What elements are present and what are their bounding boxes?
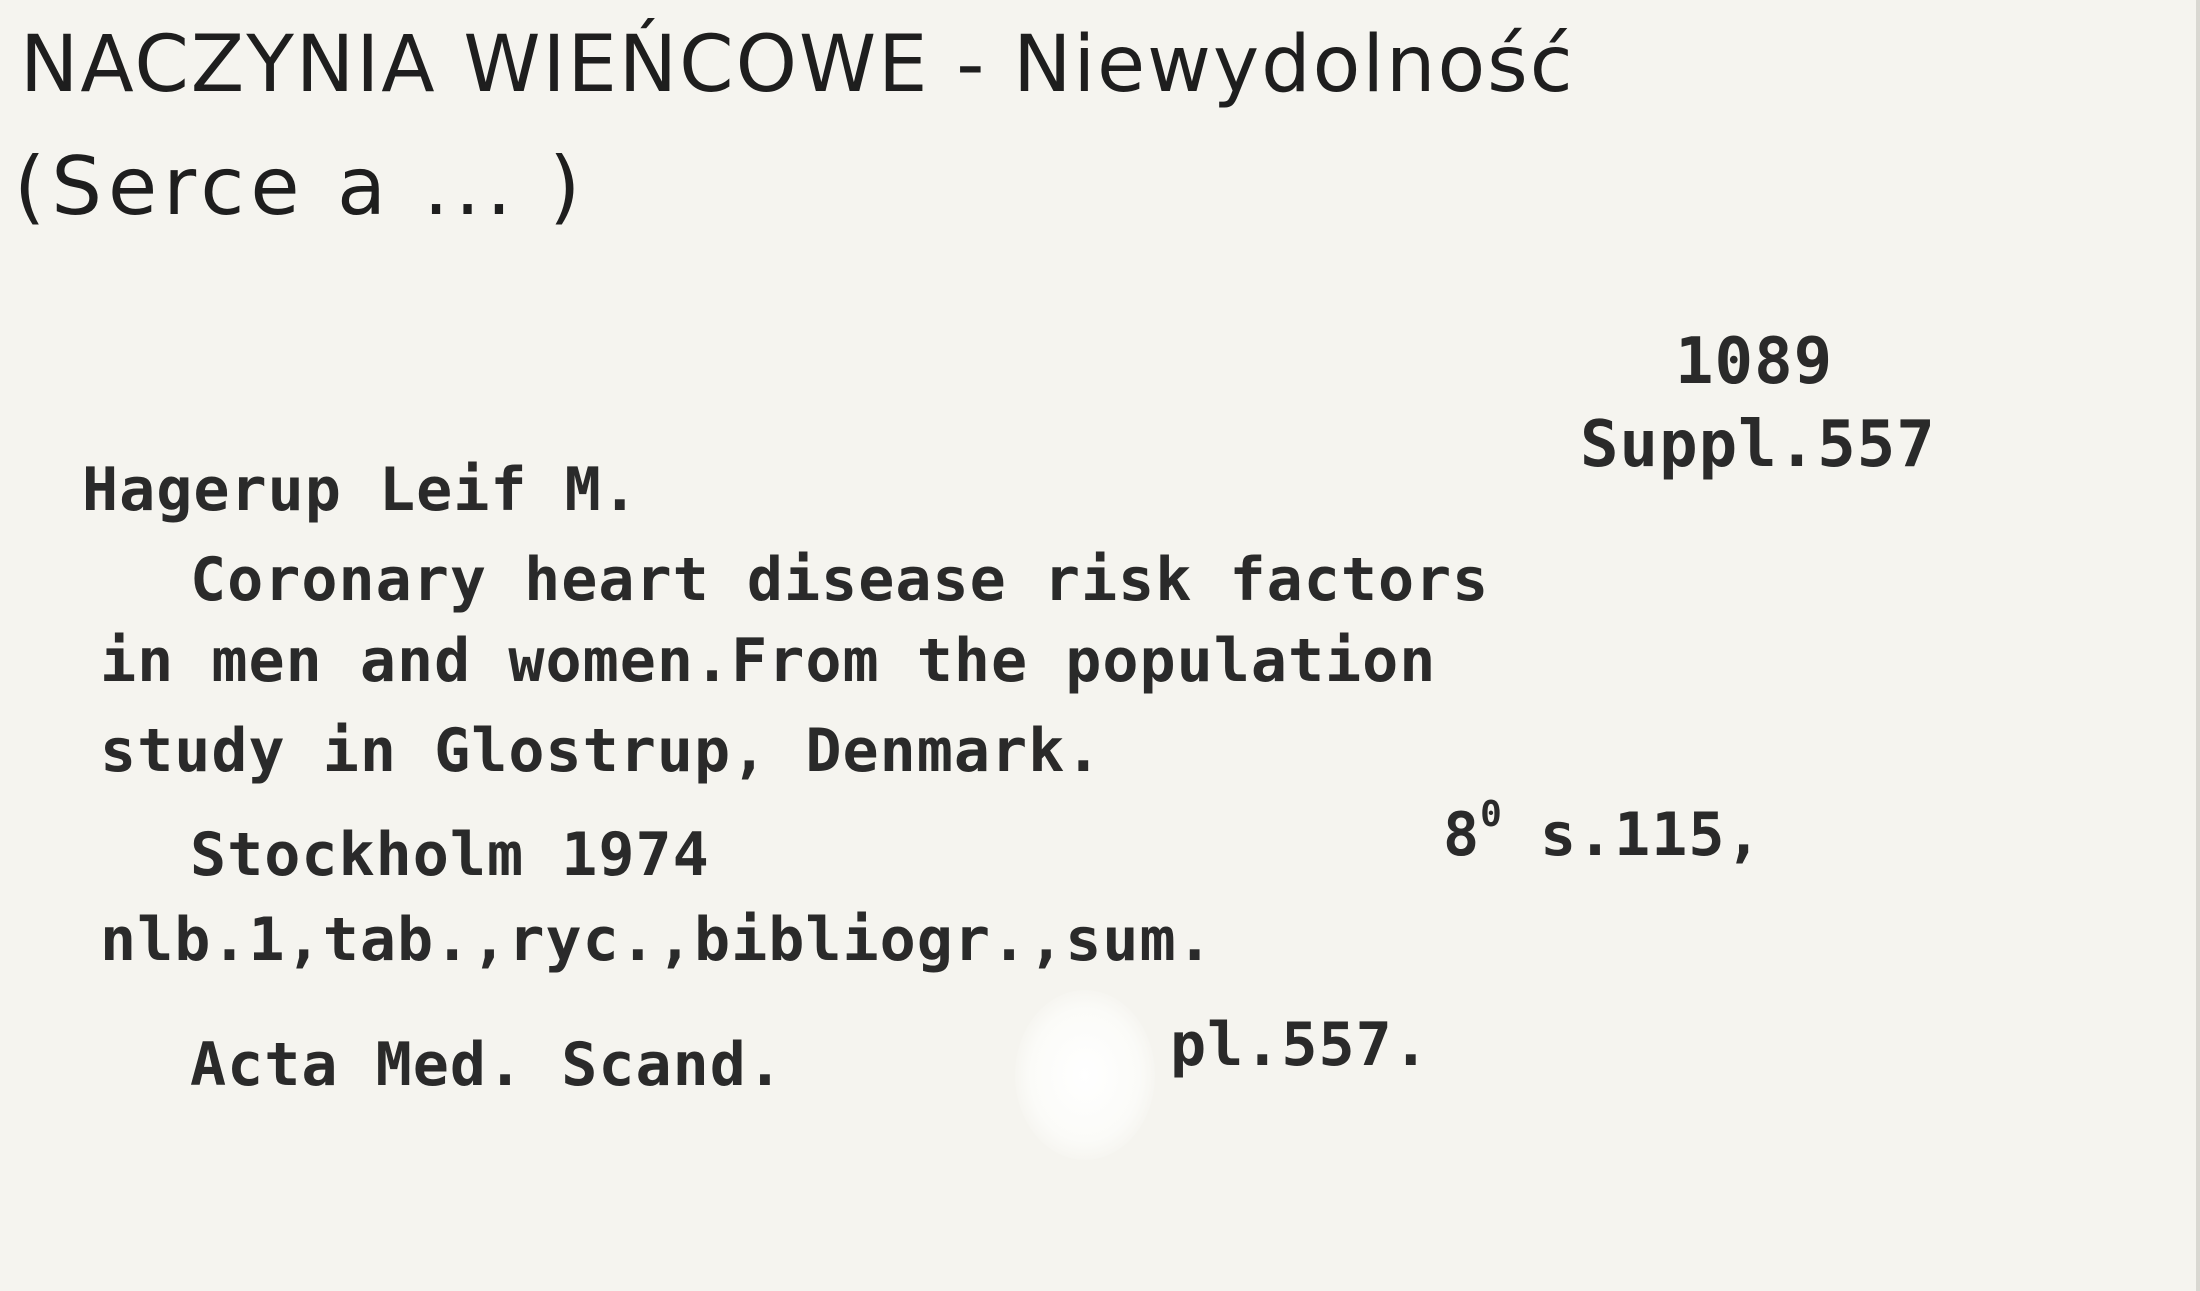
format-pages <box>1443 794 1763 870</box>
author: Hagerup Leif M. <box>82 455 639 525</box>
subject-heading: NACZYNIA WIEŃCOWE - Niewydolność <box>20 20 1575 110</box>
title-line-1: Coronary heart disease risk factors <box>190 545 1490 615</box>
smudge-mark <box>1015 990 1155 1160</box>
format-superscript: 0 <box>1480 794 1503 835</box>
supplement-number: Suppl.557 <box>1580 408 1936 482</box>
card-edge <box>2196 0 2200 1291</box>
series-number: pl.557. <box>1170 1010 1430 1080</box>
subject-subheading: (Serce a ... ) <box>14 140 587 233</box>
physical-description: nlb.1,tab.,ryc.,bibliogr.,sum. <box>100 905 1214 975</box>
pages: s.115, <box>1539 800 1763 870</box>
place-year: Stockholm 1974 <box>190 820 710 890</box>
shelf-number: 1089 <box>1675 325 1834 399</box>
title-line-2: in men and women.From the population <box>100 626 1437 696</box>
series: Acta Med. Scand. <box>190 1030 784 1100</box>
title-line-3: study in Glostrup, Denmark. <box>100 716 1103 786</box>
format-number: 8 <box>1443 800 1481 870</box>
